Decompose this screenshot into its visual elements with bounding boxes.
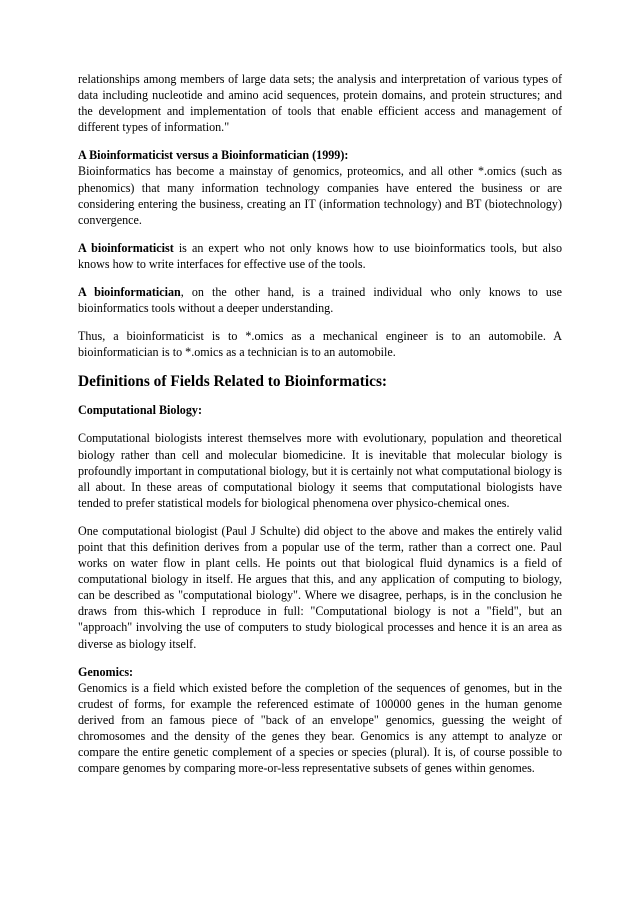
paragraph-bioinformaticist-definition [78, 240, 562, 272]
paragraph-genomics: Genomics is a field which existed before the completion of the sequences of genomes, but in the crudest of forms, for example the referenced estimate of 100000 genes in the human genome derived from an famous piece of "back of an envelope" genomics, guessing the weight of chromosomes and the density of the genes they bear. Genomics is any attempt to analyze or compare the entire genetic complement of a species or species (plural). It is, of course possible to compare genomes by comparing more-or-less representative subsets of genes within genomes. [78, 680, 562, 776]
heading-bioinformaticist-vs-bioinformatician: A Bioinformaticist versus a Bioinformatician (1999): [78, 148, 349, 163]
term-bioinformatician: A bioinformatician [78, 285, 181, 300]
subheading-computational-biology: Computational Biology: [78, 403, 202, 418]
term-bioinformaticist: A bioinformaticist [78, 240, 174, 255]
paragraph-intro-continuation: relationships among members of large data sets; the analysis and interpretation of various types of data including nucleotide and amino acid sequences, protein domains, and protein structures; and the development and implementation of tools that enable efficient access and management of different types of information." [78, 72, 562, 135]
subheading-genomics: Genomics: [78, 664, 134, 679]
paragraph-bioinformatician-definition [78, 284, 562, 316]
paragraph-computational-biologists: Computational biologists interest themselves more with evolutionary, population and theoretical biology rather than cell and molecular biomedicine. It is inevitable that molecular biology is profoundly important in computational biology, but it is certainly not what computational biology is all about. In these areas of computational biology it seems that computational biologists have tended to prefer statistical models for biological phenomena over physico-chemical ones. [78, 431, 562, 510]
paragraph-it-bt-convergence: Bioinformatics has become a mainstay of genomics, proteomics, and all other *.omics (such as phenomics) that many information technology companies have entered the business or are considering entering the business, creating an IT (information technology) and BT (biotechnology) convergence. [78, 164, 562, 227]
paragraph-paul-schulte: One computational biologist (Paul J Schulte) did object to the above and makes the entirely valid point that this definition derives from a popular use of the term, rather than a correct one. Paul works on water flow in plant cells. He points out that biological fluid dynamics is a field of computational biology in itself. He argues that this, and any application of computing to biology, can be described as "computational biology". Where we disagree, perhaps, is in the conclusion he draws from this-which I reproduce in full: "Computational biology is not a "field", but an "approach" involving the use of computers to study biological processes and hence it is an area as diverse as biology itself. [78, 523, 562, 651]
definition-text: , on the other hand, is a trained individual who only knows to use bioinformatics tools without a deeper understanding. [78, 285, 562, 316]
definition-text: is an expert who not only knows how to use bioinformatics tools, but also knows how to write interfaces for effective use of the tools. [78, 240, 562, 271]
paragraph-analogy: Thus, a bioinformaticist is to *.omics as a mechanical engineer is to an automobile. A bioinformatician is to *.omics as a technician is to an automobile. [78, 329, 562, 360]
section-heading: Definitions of Fields Related to Bioinformatics: [78, 373, 388, 391]
